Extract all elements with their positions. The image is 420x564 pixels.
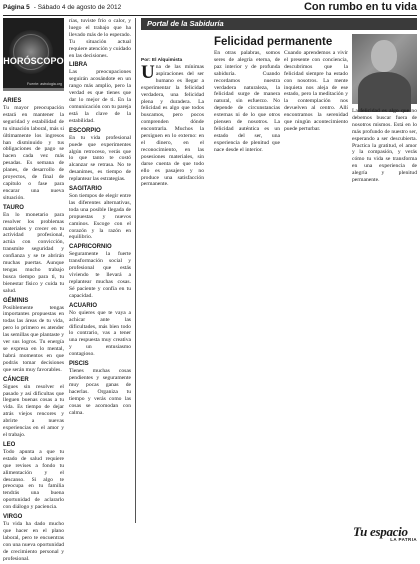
sign-name: CÁNCER	[3, 376, 29, 383]
sign-text: rías, tuviste frío o calor, y luego el trabajo que ha llevado más de lo esperado. Tu situación actual requiere atención y cuidado en las decisiones.	[69, 18, 131, 59]
sign-text: Tu mayor preocupación estará en mantener la seguridad y estabilidad de tu situación laboral, más si últimamente los ingresos han disminuido y tus obligaciones de pago se hacen cada vez más pesadas. Es semana de planes, de desarrollo de proyectos, de final de capítulo o fase para encarar una nueva situación.	[3, 105, 64, 201]
sign-escorpio	[69, 127, 131, 183]
horoscope-title: HORÓSCOPO	[3, 56, 64, 66]
sign-piscis	[69, 360, 131, 416]
sign-text: Las preocupaciones seguirán acosándote en un rango más amplio, pero la verdad es que tienes que dar lo mejor de ti. En la comunicación con tu pareja está la clave de la estabilidad.	[69, 69, 131, 124]
sign-name: PISCIS	[69, 361, 89, 368]
page-info	[3, 2, 121, 14]
banner-source: Fuente: astrologia.org	[27, 82, 62, 86]
drop-cap: U	[141, 62, 155, 83]
article-column-3	[284, 50, 348, 133]
sign-sagitario	[69, 185, 131, 241]
sign-continued	[69, 18, 131, 59]
photo-shoulders	[358, 72, 411, 112]
header-divider	[3, 15, 417, 16]
article-byline: Por: El Alquimista	[141, 58, 183, 63]
sign-name: ARIES	[3, 98, 22, 104]
sign-name: LEO	[3, 441, 16, 448]
sign-text: Son tiempos de elegir entre las diferentes alternativas, toda una posible llegada de propuestas y nuevos caminos. Escoge con el corazón y la razón en equilibrio.	[69, 193, 131, 241]
article-text: En otras palabras, somos seres de alegría eterna, de paz interior y de profunda sabiduría. Cuando recordamos nuestra verdadera naturaleza, la felicidad surge de manera natural, sin esfuerzo. No depende de circunstancias externas ni de lo que otros piensen de nosotros. La felicidad auténtica es un estado del ser, una experiencia de plenitud que nace desde el interior.	[214, 50, 280, 153]
column-divider	[135, 18, 136, 523]
article-column-2	[214, 50, 280, 154]
sign-leo	[3, 441, 64, 511]
logo-main: Tu espacio	[353, 524, 408, 539]
article-text: na de las mínimas aspiraciones del ser humano es llegar a experimentar la felicidad verdadera, una felicidad plena y duradera. La felicidad es algo que todos buscamos, pero pocos comprenden dónde encontrarla. Muchos la persiguen en lo externo: en el dinero, en el reconocimiento, en las posesiones materiales, sin darse cuenta de que todo ello es pasajero y no produce una satisfacción permanente.	[141, 64, 204, 188]
sign-name: CAPRICORNIO	[69, 244, 112, 251]
section-title: Con rumbo en tu vida	[303, 1, 417, 13]
section-label: Portal de la Sabiduría	[147, 19, 224, 28]
sign-text: En lo monetario para resolver los problemas materiales y crecer en tu actividad profesional, actúa con convicción, transmite seguridad y confianza y se te abrirán muchas puertas. Aunque tengas mucho trabajo busca tiempo para ti, tu bienestar físico y cuida tu salud.	[3, 211, 64, 294]
sign-text: Tu vida ha dado mucho que hacer en el plano laboral, pero te encuentras con una nueva oportunidad de crecimiento personal y profesional.	[3, 521, 64, 562]
sign-name: SAGITARIO	[69, 186, 102, 193]
sign-name: LIBRA	[69, 62, 88, 69]
author-photo	[352, 34, 417, 104]
sign-tauro	[3, 204, 64, 295]
article-column-1	[141, 64, 204, 188]
horoscope-banner	[3, 18, 64, 88]
sign-text: Tienes muchas cosas pendientes y seguramente muy pocas ganas de hacerlas. Organiza tu tiempo y verás como las cosas se acomodan con calma.	[69, 368, 131, 416]
sign-name: TAURO	[3, 204, 24, 211]
sign-text: Todo apunta a que tu estado de salud requiere que revises a fondo tu alimentación y el descanso. Si algo te preocupa en tu familia tendrás una buena oportunidad de aclararlo con diálogo y paciencia.	[3, 448, 64, 511]
sign-name: ESCORPIO	[69, 127, 101, 134]
sign-name: ACUARIO	[69, 302, 97, 309]
article-text: La felicidad es algo que no debemos buscar fuera de nosotros mismos. Está en lo más profundo de nuestro ser, esperando a ser descubierta. Practica la gratitud, el amor y la compasión, y verás cómo tu vida se transforma en una experiencia de alegría y plenitud permanente.	[352, 108, 417, 184]
article-title: Felicidad permanente	[214, 36, 333, 48]
article-column-4	[352, 108, 417, 184]
sign-text: En tu vida profesional puede que experimentes algún retroceso, verás que lo que tanto te costó alcanzar se retrasa. No te desanimes, es tiempo de replantear las estrategias.	[69, 134, 131, 183]
banner-underline	[3, 88, 64, 91]
publication-logo	[353, 525, 417, 543]
sign-text: No quieres que te vaya a achicar ante las dificultades, más bien todo lo contrario, vas a tener una respuesta muy creativa y un entusiasmo contagioso.	[69, 309, 131, 358]
sign-text: Seguramente la fuerte transformación social y profesional que estás viviendo te llevará a replantear muchas cosas. Sé paciente y confía en tu capacidad.	[69, 251, 131, 299]
article-text: Cuando aprendemos a vivir el presente con conciencia, descubrimos que la felicidad siempre ha estado con nosotros. La mente inquieta nos aleja de ese estado, pero la meditación y la contemplación nos devuelven al centro. Allí encontramos la serenidad que ningún acontecimiento puede perturbar.	[284, 50, 348, 132]
sign-geminis	[3, 297, 64, 374]
sign-aries	[3, 97, 64, 202]
sign-name: GÉMINIS	[3, 297, 29, 304]
sign-cancer	[3, 376, 64, 439]
sign-capricornio	[69, 243, 131, 299]
sign-text: Posiblemente tengas importantes propuestas en todas las áreas de tu vida, pero lo primero es atender las semillas que plantaste y ver sus logros. Tu energía se expresa en lo mental, habrá momentos en que podrás tomar decisiones que serán muy favorables.	[3, 304, 64, 373]
sign-acuario	[69, 302, 131, 358]
horoscope-column-1	[3, 95, 64, 564]
photo-head	[371, 40, 397, 72]
sign-name: VIRGO	[3, 514, 23, 521]
page-number: Página 5	[3, 4, 30, 11]
sign-text: Sigues sin resolver el pasado y así dificultas que lleguen buenas cosas a tu vida. Es tiempo de dejar atrás viejos rencores y abrirte a nuevas experiencias en el amor y el trabajo.	[3, 383, 64, 438]
page-date: - Sábado 4 de agosto de 2012	[33, 4, 122, 11]
horoscope-column-2	[69, 18, 131, 418]
sign-libra	[69, 61, 131, 124]
page-header	[3, 2, 417, 14]
sign-virgo	[3, 513, 64, 562]
section-bar	[141, 18, 417, 30]
logo-sub: LA PATRIA	[390, 537, 417, 542]
